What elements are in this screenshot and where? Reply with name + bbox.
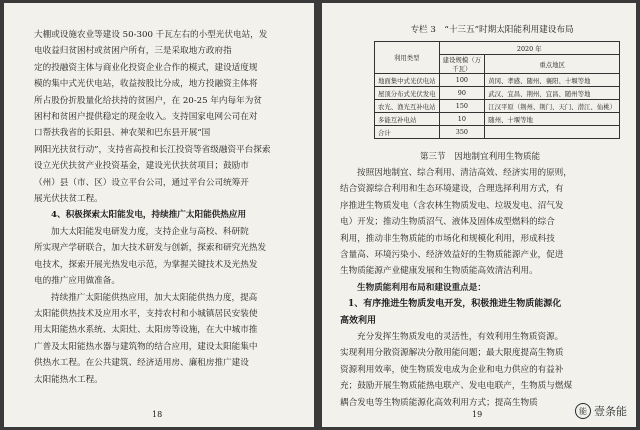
watermark-logo-icon: 能 [575, 403, 591, 419]
text-line: （州）县（市、区）设立平台公司，通过平台公司统筹开 [34, 177, 249, 188]
text-line: 太阳能供热技术及应用水平，支持农村和小城镇居民安装使 [34, 308, 258, 319]
text-line: 利用，推动非生物质能的市场化和规模化利用，形成科技 [340, 233, 555, 244]
col-header-area: 重点地区 [485, 55, 620, 74]
section-heading-solar: 4、积极探索太阳能发电，持续推广太阳能供热应用 [51, 210, 247, 221]
text-line: 电收益归贫困村或贫困户所有，三是采取地方政府指 [34, 46, 232, 57]
left-text-block-1 [34, 27, 292, 207]
bold-heading-biomass: 1、有序推进生物质发电开发，积极推进生物质能源化 [348, 299, 562, 310]
text-line: 持续推广太阳能供热应用，加大太阳能供热力度，提高 [51, 292, 258, 303]
subheading-biomass-layout: 生物质能利用布局和建设重点是： [357, 282, 486, 293]
watermark [572, 402, 630, 420]
watermark-text: 壹条能 [594, 405, 627, 418]
page-number-left: 18 [152, 410, 163, 419]
col-header-year: 2020 年 [439, 42, 619, 55]
text-line: 大棚或设施农业等建设 50-300 千瓦左右的小型光伏电站，发 [34, 30, 268, 40]
right-text-block-2 [340, 329, 620, 411]
table-cell-area: 黄冈、孝感、随州、襄阳、十堰等地 [485, 74, 620, 87]
text-line: 用太阳能热水系统、太阳灶、太阳房等设施，在大中城市推 [34, 325, 258, 336]
left-text-block-2 [34, 224, 292, 388]
table-row [375, 113, 620, 126]
text-line: 定的投融资主体与商业化投资企业合作的模式，建设适度规 [34, 62, 258, 73]
table-cell-type: 多能互补电站 [375, 113, 440, 126]
table-cell-scale: 90 [439, 87, 485, 100]
table-cell-type: 合计 [375, 126, 440, 139]
left-page [4, 3, 314, 427]
text-line: 电技术，探索开展光热发电示范，为掌握关键技术及光热发 [34, 259, 258, 270]
table-cell-type: 屋顶分布式光伏发电 [375, 87, 440, 100]
text-line: 模的集中式光伏电站，收益按股比分成，地方投融资主体将 [34, 79, 258, 90]
section-title-biomass: 第三节 因地制宜利用生物质能 [419, 152, 541, 162]
table-cell-scale: 150 [439, 100, 485, 113]
table-cell-type: 农光、渔光互补电站 [375, 100, 440, 113]
table-cell-type: 地面集中式光伏电站 [375, 74, 440, 87]
table-row [375, 100, 620, 113]
text-line: 实现利用分散资源解决分散用能问题；最大限度提高生物质 [340, 348, 564, 359]
text-line: 生物质能源产业健康发展和生物质能高效清洁利用。 [340, 266, 538, 277]
table-cell-area: 江汉平原（荆州、荆门、天门、潜江、仙桃） [485, 100, 620, 113]
text-line: 困村和贫困户提供稳定的现金收入。支持国家电网公司在对 [34, 112, 258, 123]
text-line: 耦合发电等生物质能源化高效利用方式；提高生物质 [340, 397, 538, 408]
text-line: 供热水工程。在公共建筑、经济适用房、廉租房推广建设 [34, 358, 249, 369]
text-line: 设立光伏扶贫产业投资基金，建设光伏扶贫项目；鼓励市 [34, 161, 249, 172]
table-cell-area: 随州、十堰等地 [485, 113, 620, 126]
text-line: 资源利用效率，使生物质发电成为企业和电力供应的有益补 [340, 364, 564, 375]
table-cell-area: 武汉、宜昌、荆州、宜昌、随州等地 [485, 87, 620, 100]
table-cell-scale: 10 [439, 113, 485, 126]
text-line: 电的推广应用做准备。 [34, 276, 120, 287]
table-cell-area [485, 126, 620, 139]
text-line: 展光伏扶贫工程。 [34, 194, 103, 205]
table-row [375, 126, 620, 139]
text-line: 按照因地制宜、综合利用、清洁高效、经济实用的原则， [357, 168, 572, 178]
table-cell-scale: 350 [439, 126, 485, 139]
bold-heading-biomass-cont: 高效利用 [340, 315, 377, 326]
right-text-block-1 [340, 165, 620, 280]
text-line: 结合资源综合利用和生态环境建设，合理选择利用方式，有 [340, 184, 564, 195]
text-line: 充；鼓励开展生物质能热电联产、发电电联产，生物质与燃煤 [340, 381, 573, 392]
text-line: 加大太阳能发电研发力度，支持企业与高校、科研院 [51, 226, 249, 237]
table-row [375, 74, 620, 87]
text-line: 口帮扶我省的长阳县、神农架和巴东县开展“国 [34, 128, 211, 139]
text-line: 所占股份折股量化给扶持的贫困户，在 20-25 年内每年为贫 [34, 95, 262, 106]
text-line: 所实现产学研联合，加大技术研发与创新，探索和研究光热发 [34, 243, 267, 254]
page-number-right: 19 [472, 410, 483, 419]
solar-layout-table [374, 41, 620, 139]
text-line: 充分发挥生物质发电的灵活性，有效利用生物质资源。 [357, 332, 564, 343]
text-line: 序推进生物质发电（含农林生物质发电、垃圾发电、沼气发 [340, 200, 564, 211]
table-cell-scale: 100 [439, 74, 485, 87]
text-line: 含量高、环境污染小、经济效益好的生物质能源产业，促进 [340, 250, 564, 261]
text-line: 电）开发；推动生物质沼气、液体及固体成型燃料的综合 [340, 217, 555, 228]
right-page [322, 3, 636, 427]
col-header-scale: 建设规模（万千瓦） [439, 55, 485, 74]
col-header-type: 利用类型 [375, 42, 440, 74]
text-line: 广普及太阳能热水器与建筑物的结合应用，建设太阳能集中 [34, 341, 258, 352]
table-title: 专栏 3 “十三五”时期太阳能利用建设布局 [410, 25, 574, 35]
table-row [375, 87, 620, 100]
text-line: 网阳光扶贫行动”，支持省高投和长江投资等省级融资平台探索 [34, 144, 271, 155]
text-line: 太阳能热水工程。 [34, 374, 103, 385]
